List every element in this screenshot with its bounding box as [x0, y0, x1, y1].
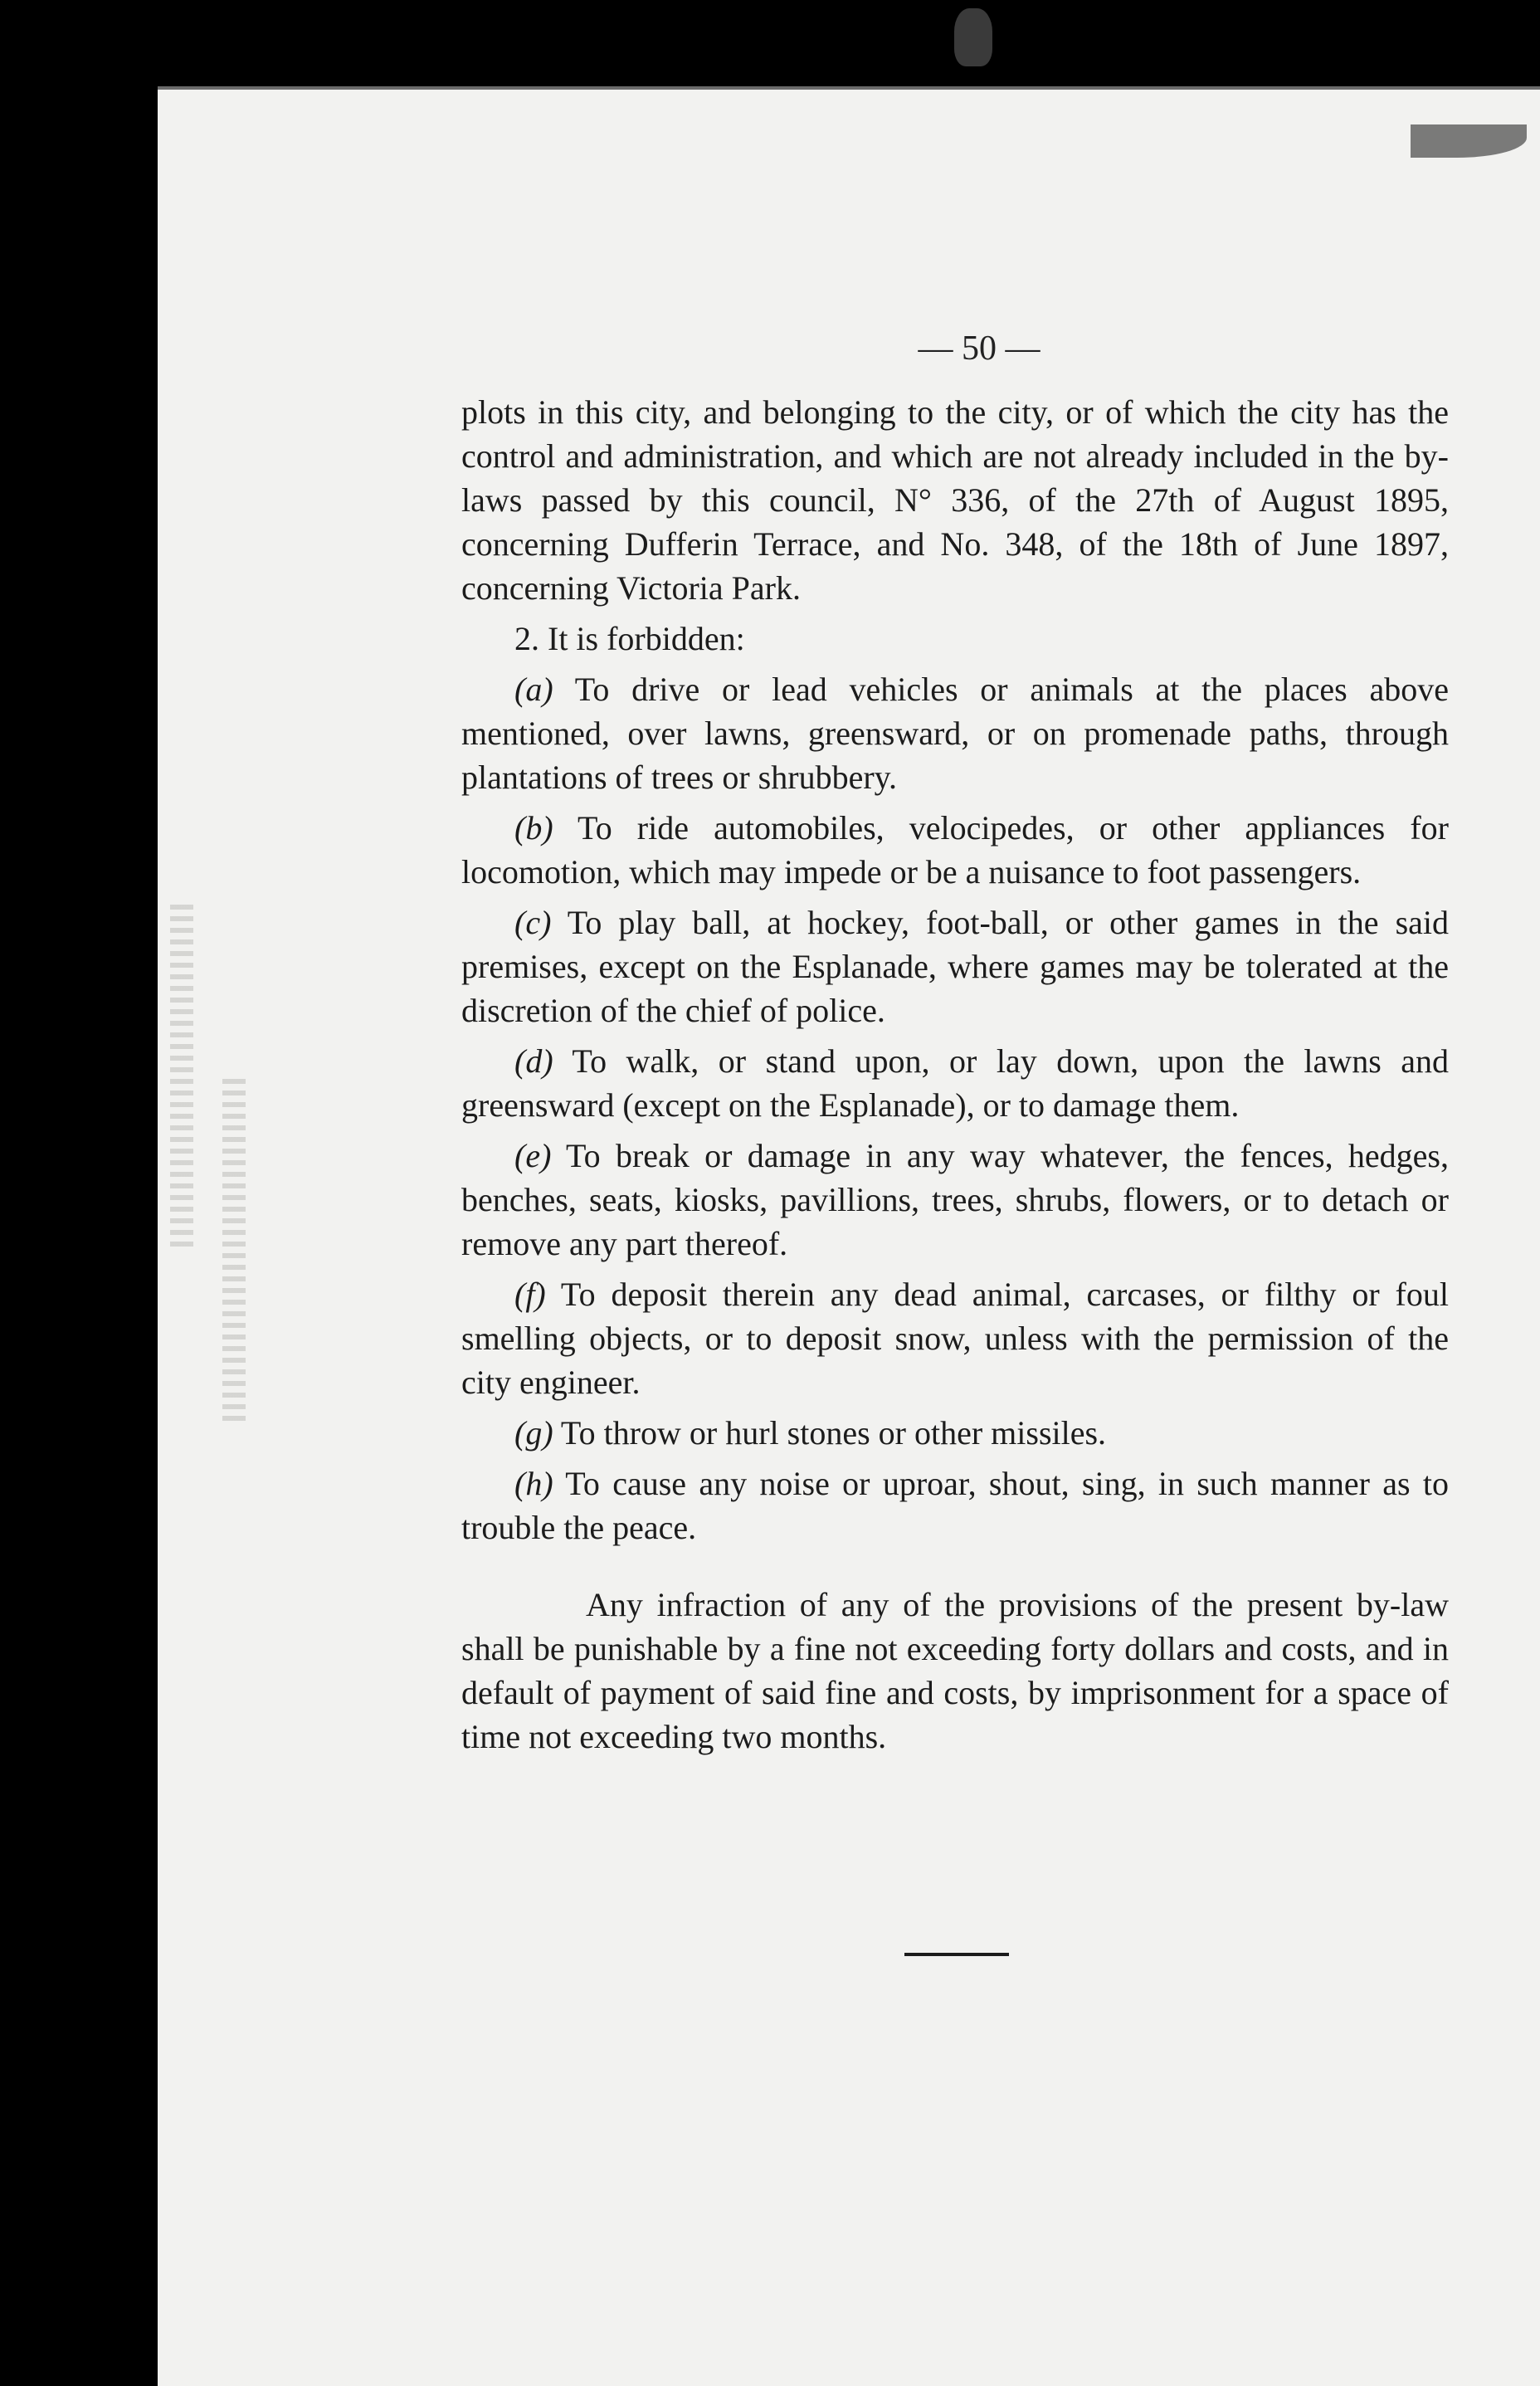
list-item	[461, 1272, 1449, 1404]
scan-smudge	[954, 8, 992, 66]
item-letter: (f)	[514, 1276, 546, 1313]
item-letter: (a)	[514, 671, 553, 708]
item-letter: (h)	[514, 1465, 553, 1502]
item-letter: (c)	[514, 904, 552, 941]
margin-bleed-through	[170, 905, 193, 1253]
item-letter: (d)	[514, 1042, 553, 1080]
item-text: To break or damage in any way whatever, the fences, hedges, benches, seats, kiosks, pavillions, trees, shrubs, flowers, or to detach or remove any part thereof.	[461, 1137, 1449, 1262]
list-item	[461, 1461, 1449, 1549]
item-text: To throw or hurl stones or other missiles.	[560, 1414, 1107, 1452]
section-heading: 2. It is forbidden:	[514, 620, 745, 657]
item-text: To walk, or stand upon, or lay down, upon the lawns and greensward (except on the Esplanade), or to damage them.	[461, 1042, 1449, 1124]
item-letter: (b)	[514, 809, 553, 847]
end-rule	[904, 1953, 1009, 1956]
list-item	[461, 1411, 1449, 1455]
margin-bleed-through	[222, 1079, 246, 1427]
intro-paragraph: plots in this city, and belonging to the city, or of which the city has the control and administration, and which are not already included in the by-laws passed by this council, N° 336, of the 27th of August 1895, concerning Dufferin Terrace, and No. 348, of the 18th of June 1897, concerning Victoria Park.	[461, 393, 1449, 607]
page-number: — 50 —	[918, 329, 1040, 368]
list-item	[461, 667, 1449, 799]
list-item	[461, 1039, 1449, 1127]
list-item	[461, 806, 1449, 894]
item-text: To ride automobiles, velocipedes, or other appliances for locomotion, which may impede or be a nuisance to foot passengers.	[461, 809, 1450, 890]
item-letter: (g)	[514, 1414, 553, 1452]
item-text: To cause any noise or uproar, shout, sing, in such manner as to trouble the peace.	[461, 1465, 1450, 1546]
penalty-paragraph: Any infraction of any of the provisions of the present by-law shall be punishable by a fine not exceeding forty dollars and costs, and in default of payment of said fine and costs, by imprisonment for a space of time not exceeding two months.	[461, 1586, 1449, 1755]
item-letter: (e)	[514, 1137, 552, 1174]
item-text: To deposit therein any dead animal, carcases, or filthy or foul smelling objects, or to deposit snow, unless with the permission of the city engineer.	[461, 1276, 1449, 1401]
body-text	[461, 390, 1449, 1765]
list-item	[461, 1134, 1449, 1266]
item-text: To play ball, at hockey, foot-ball, or other games in the said premises, except on the Esplanade, where games may be tolerated at the discretion of the chief of police.	[461, 904, 1449, 1029]
list-item	[461, 900, 1449, 1032]
item-text: To drive or lead vehicles or animals at the places above mentioned, over lawns, greensward, or on promenade paths, through plantations of trees or shrubbery.	[461, 671, 1450, 796]
